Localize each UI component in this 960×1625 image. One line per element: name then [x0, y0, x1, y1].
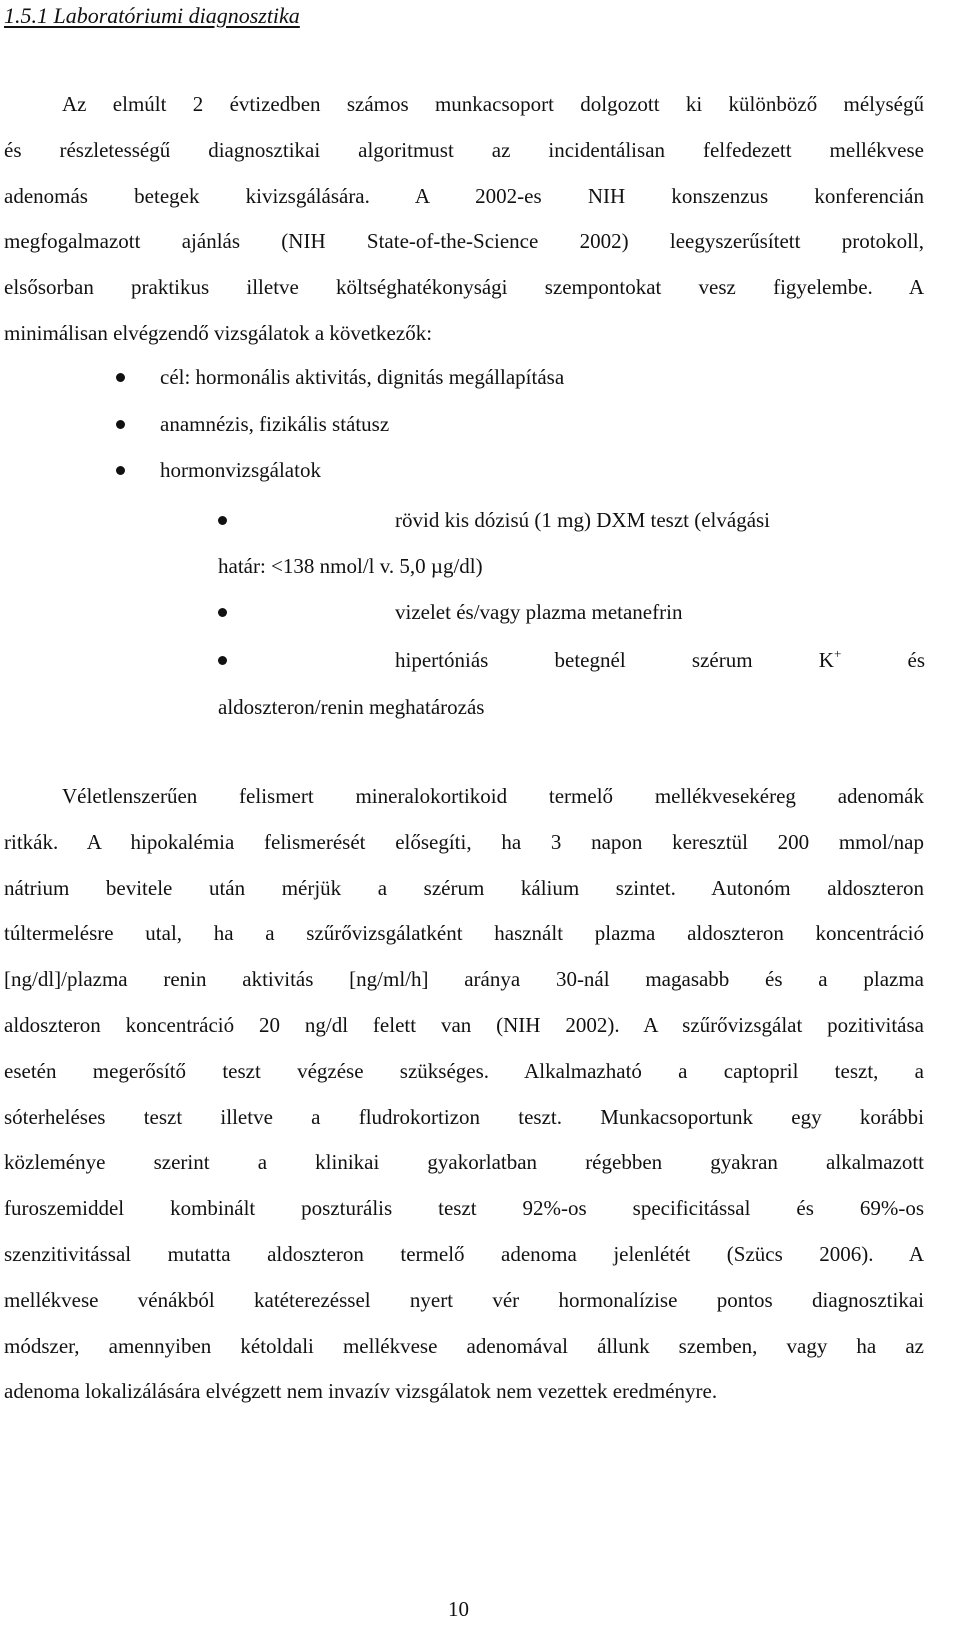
- sub-bullet-item: vizelet és/vagy plazma metanefrin: [395, 600, 683, 624]
- paragraph-line: aldoszteron koncentráció 20 ng/dl felett van (NIH 2002). A szűrővizsgálat pozitivitása: [4, 1012, 924, 1037]
- paragraph-line: minimálisan elvégzendő vizsgálatok a következők:: [4, 320, 433, 345]
- sub-bullet-dot-icon: [218, 516, 227, 525]
- sub-bullet-continuation: aldoszteron/renin meghatározás: [218, 695, 485, 719]
- paragraph-line: Véletlenszerűen felismert mineralokortikoid termelő mellékvesekéreg adenomák: [62, 784, 924, 808]
- word: betegnél: [554, 648, 626, 672]
- paragraph-line: szenzitivitással mutatta aldoszteron termelő adenoma jelenlétét (Szücs 2006). A: [4, 1241, 924, 1266]
- paragraph-line: adenomás betegek kivizsgálására. A 2002-es NIH konszenzus konferencián: [4, 183, 924, 208]
- bullet-dot-icon: [116, 373, 125, 382]
- bullet-dot-icon: [116, 466, 125, 475]
- paragraph-line: sóterheléses teszt illetve a fludrokortizon teszt. Munkacsoportunk egy korábbi: [4, 1104, 924, 1129]
- paragraph-line: elsősorban praktikus illetve költséghatékonysági szempontokat vesz figyelembe. A: [4, 275, 924, 300]
- sub-bullet-dot-icon: [218, 656, 227, 665]
- intro-paragraph: [4, 82, 924, 357]
- paragraph-line: Az elmúlt 2 évtizedben számos munkacsoport dolgozott ki különböző mélységű: [62, 92, 924, 116]
- paragraph-line: közleménye szerint a klinikai gyakorlatban régebben gyakran alkalmazott: [4, 1150, 924, 1175]
- paragraph-line: furoszemiddel kombinált poszturális teszt 92%-os specificitással és 69%-os: [4, 1196, 924, 1221]
- page-number: 10: [448, 1597, 469, 1621]
- paragraph-line: nátrium bevitele után mérjük a szérum kálium szintet. Autonóm aldoszteron: [4, 875, 924, 900]
- section-heading: 1.5.1 Laboratóriumi diagnosztika: [4, 3, 300, 28]
- superscript-plus: +: [833, 646, 842, 661]
- sub-bullet-continuation: határ: <138 nmol/l v. 5,0 µg/dl): [218, 554, 483, 578]
- paragraph-line: ritkák. A hipokalémia felismerését elősegíti, ha 3 napon keresztül 200 mmol/nap: [4, 829, 924, 854]
- word: szérum: [691, 648, 753, 672]
- paragraph-line: megfogalmazott ajánlás (NIH State-of-the-Science 2002) leegyszerűsített protokoll,: [4, 229, 924, 254]
- word: és: [907, 648, 925, 672]
- paragraph-line: [ng/dl]/plazma renin aktivitás [ng/ml/h] aránya 30-nál magasabb és a plazma: [4, 967, 924, 992]
- paragraph-line: túltermelésre utal, ha a szűrővizsgálatként használt plazma aldoszteron koncentráció: [4, 921, 924, 946]
- sub-bullet-item: rövid kis dózisú (1 mg) DXM teszt (elvágási: [395, 508, 771, 532]
- paragraph-line: módszer, amennyiben kétoldali mellékvese adenomával állunk szemben, vagy ha az: [4, 1333, 924, 1358]
- potassium-symbol: [819, 645, 842, 675]
- paragraph-line: mellékvese vénákból katéterezéssel nyert vér hormonalízise pontos diagnosztikai: [4, 1287, 924, 1312]
- sub-bullet-dot-icon: [218, 608, 227, 617]
- paragraph-line: és részletességű diagnosztikai algoritmust az incidentálisan felfedezett mellékvese: [4, 137, 924, 162]
- bullet-item: anamnézis, fizikális státusz: [160, 412, 390, 436]
- bullet-dot-icon: [116, 420, 125, 429]
- paragraph-line: esetén megerősítő teszt végzése szükséges. Alkalmazható a captopril teszt, a: [4, 1058, 924, 1083]
- word: K: [818, 648, 834, 672]
- bullet-item: hormonvizsgálatok: [160, 458, 321, 482]
- paragraph-line: adenoma lokalizálására elvégzett nem invazív vizsgálatok nem vezettek eredményre.: [4, 1379, 718, 1404]
- sub-bullet-item: [395, 645, 925, 675]
- bullet-item: cél: hormonális aktivitás, dignitás megállapítása: [160, 365, 565, 389]
- mineralocorticoid-paragraph: [4, 774, 924, 1415]
- word: hipertóniás: [395, 648, 489, 672]
